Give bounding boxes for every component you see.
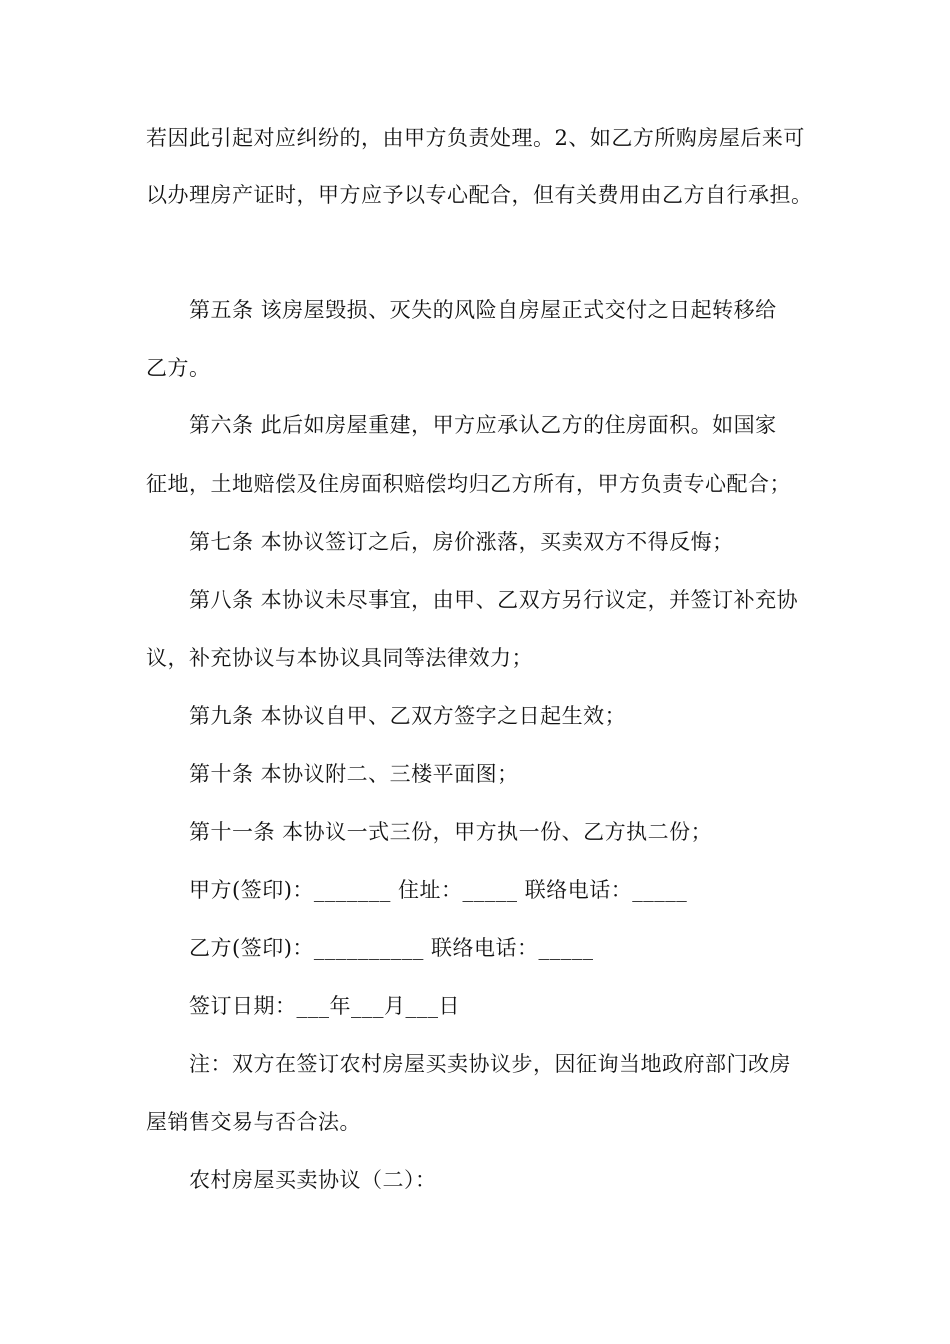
article-9-line: 第九条 本协议自甲、乙双方签字之日起生效； [189,704,627,728]
article-5-line: 乙方。 [146,356,211,380]
article-6-line: 征地，土地赔偿及住房面积赔偿均归乙方所有，甲方负责专心配合； [146,472,791,496]
paragraph-line: 若因此引起对应纠纷的，由甲方负责处理。2、如乙方所购房屋后来可 [146,126,805,150]
article-11-line: 第十一条 本协议一式三份，甲方执一份、乙方执二份； [189,820,713,844]
section-heading: 农村房屋买卖协议（二）： [189,1168,437,1192]
article-6-line: 第六条 此后如房屋重建，甲方应承认乙方的住房面积。如国家 [189,413,777,437]
article-5-line: 第五条 该房屋毁损、灭失的风险自房屋正式交付之日起转移给 [189,298,777,322]
article-7-line: 第七条 本协议签订之后，房价涨落，买卖双方不得反悔； [189,530,734,554]
note-line: 屋销售交易与否合法。 [146,1110,361,1134]
paragraph-line: 以办理房产证时，甲方应予以专心配合，但有关费用由乙方自行承担。 [146,183,813,207]
article-8-line: 第八条 本协议未尽事宜，由甲、乙双方另行议定，并签订补充协 [189,588,799,612]
note-line: 注：双方在签订农村房屋买卖协议步，因征询当地政府部门改房 [189,1052,791,1076]
party-b-signature-line: 乙方(签印)：__________ 联络电话：_____ [189,936,594,960]
article-10-line: 第十条 本协议附二、三楼平面图； [189,762,519,786]
article-8-line: 议，补充协议与本协议具同等法律效力； [146,646,533,670]
signing-date-line: 签订日期：___年___月___日 [189,994,460,1018]
party-a-signature-line: 甲方(签印)：_______ 住址：_____ 联络电话：_____ [189,878,688,902]
